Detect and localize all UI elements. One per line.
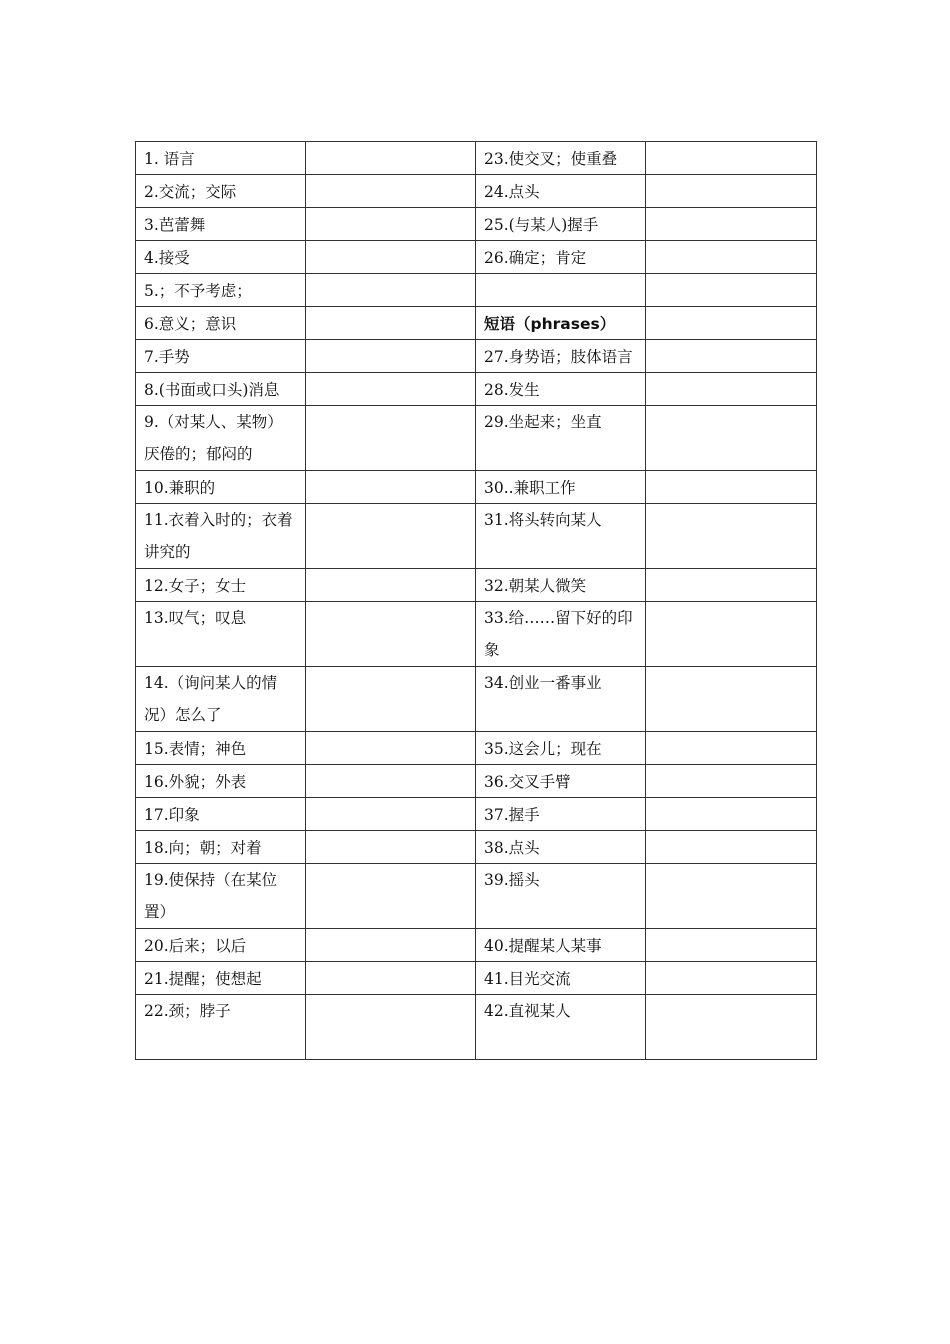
answer-cell-right[interactable] xyxy=(646,307,817,340)
answer-cell-left[interactable] xyxy=(306,929,476,962)
answer-cell-right[interactable] xyxy=(646,471,817,504)
chinese-term-right: 28.发生 xyxy=(476,373,646,406)
chinese-term-right: 27.身势语；肢体语言 xyxy=(476,340,646,373)
chinese-term-left: 6.意义；意识 xyxy=(136,307,306,340)
chinese-term-left: 12.女子；女士 xyxy=(136,569,306,602)
table-row xyxy=(136,569,817,602)
chinese-term-left: 17.印象 xyxy=(136,798,306,831)
table-row xyxy=(136,995,817,1060)
chinese-term-left: 1. 语言 xyxy=(136,142,306,175)
answer-cell-left[interactable] xyxy=(306,471,476,504)
vocabulary-table-body xyxy=(136,142,817,1060)
answer-cell-left[interactable] xyxy=(306,373,476,406)
phrases-heading: 短语（phrases） xyxy=(476,307,646,340)
table-row xyxy=(136,307,817,340)
answer-cell-left[interactable] xyxy=(306,667,476,732)
chinese-term-left: 10.兼职的 xyxy=(136,471,306,504)
table-row xyxy=(136,340,817,373)
answer-cell-right[interactable] xyxy=(646,208,817,241)
answer-cell-right[interactable] xyxy=(646,831,817,864)
chinese-term-right: 25.(与某人)握手 xyxy=(476,208,646,241)
answer-cell-right[interactable] xyxy=(646,406,817,471)
answer-cell-right[interactable] xyxy=(646,798,817,831)
answer-cell-left[interactable] xyxy=(306,602,476,667)
chinese-term-right: 23.使交叉；使重叠 xyxy=(476,142,646,175)
answer-cell-left[interactable] xyxy=(306,406,476,471)
answer-cell-left[interactable] xyxy=(306,864,476,929)
table-row xyxy=(136,241,817,274)
answer-cell-right[interactable] xyxy=(646,569,817,602)
table-row xyxy=(136,142,817,175)
chinese-term-left: 7.手势 xyxy=(136,340,306,373)
chinese-term-left: 3.芭蕾舞 xyxy=(136,208,306,241)
answer-cell-right[interactable] xyxy=(646,929,817,962)
answer-cell-left[interactable] xyxy=(306,175,476,208)
answer-cell-left[interactable] xyxy=(306,732,476,765)
chinese-term-left: 14.（询问某人的情况）怎么了 xyxy=(136,667,306,732)
answer-cell-right[interactable] xyxy=(646,274,817,307)
table-row xyxy=(136,831,817,864)
answer-cell-left[interactable] xyxy=(306,798,476,831)
answer-cell-right[interactable] xyxy=(646,340,817,373)
chinese-term-right: 29.坐起来；坐直 xyxy=(476,406,646,471)
table-row xyxy=(136,765,817,798)
chinese-term-left: 8.(书面或口头)消息 xyxy=(136,373,306,406)
chinese-term-right: 24.点头 xyxy=(476,175,646,208)
answer-cell-left[interactable] xyxy=(306,208,476,241)
answer-cell-left[interactable] xyxy=(306,569,476,602)
chinese-term-left: 5.；不予考虑； xyxy=(136,274,306,307)
table-row xyxy=(136,602,817,667)
answer-cell-right[interactable] xyxy=(646,373,817,406)
chinese-term-right xyxy=(476,274,646,307)
chinese-term-right: 40.提醒某人某事 xyxy=(476,929,646,962)
chinese-term-right: 26.确定；肯定 xyxy=(476,241,646,274)
table-row xyxy=(136,504,817,569)
answer-cell-right[interactable] xyxy=(646,602,817,667)
chinese-term-right: 37.握手 xyxy=(476,798,646,831)
answer-cell-left[interactable] xyxy=(306,962,476,995)
chinese-term-right: 34.创业一番事业 xyxy=(476,667,646,732)
chinese-term-right: 36.交叉手臂 xyxy=(476,765,646,798)
table-row xyxy=(136,471,817,504)
chinese-term-right: 41.目光交流 xyxy=(476,962,646,995)
answer-cell-left[interactable] xyxy=(306,340,476,373)
answer-cell-right[interactable] xyxy=(646,504,817,569)
chinese-term-right: 39.摇头 xyxy=(476,864,646,929)
answer-cell-left[interactable] xyxy=(306,831,476,864)
chinese-term-right: 30..兼职工作 xyxy=(476,471,646,504)
chinese-term-left: 18.向；朝；对着 xyxy=(136,831,306,864)
chinese-term-right: 35.这会儿；现在 xyxy=(476,732,646,765)
table-row xyxy=(136,732,817,765)
answer-cell-left[interactable] xyxy=(306,274,476,307)
answer-cell-left[interactable] xyxy=(306,765,476,798)
answer-cell-right[interactable] xyxy=(646,175,817,208)
chinese-term-left: 13.叹气；叹息 xyxy=(136,602,306,667)
chinese-term-left: 11.衣着入时的；衣着讲究的 xyxy=(136,504,306,569)
chinese-term-left: 21.提醒；使想起 xyxy=(136,962,306,995)
chinese-term-left: 15.表情；神色 xyxy=(136,732,306,765)
chinese-term-left: 9.（对某人、某物）厌倦的；郁闷的 xyxy=(136,406,306,471)
answer-cell-right[interactable] xyxy=(646,995,817,1060)
answer-cell-right[interactable] xyxy=(646,864,817,929)
table-row xyxy=(136,208,817,241)
chinese-term-left: 4.接受 xyxy=(136,241,306,274)
answer-cell-left[interactable] xyxy=(306,142,476,175)
table-row xyxy=(136,962,817,995)
answer-cell-right[interactable] xyxy=(646,962,817,995)
answer-cell-right[interactable] xyxy=(646,765,817,798)
answer-cell-left[interactable] xyxy=(306,307,476,340)
answer-cell-left[interactable] xyxy=(306,504,476,569)
answer-cell-right[interactable] xyxy=(646,667,817,732)
answer-cell-left[interactable] xyxy=(306,995,476,1060)
chinese-term-left: 2.交流；交际 xyxy=(136,175,306,208)
chinese-term-left: 16.外貌；外表 xyxy=(136,765,306,798)
table-row xyxy=(136,798,817,831)
chinese-term-left: 19.使保持（在某位置） xyxy=(136,864,306,929)
table-row xyxy=(136,667,817,732)
table-row xyxy=(136,274,817,307)
chinese-term-left: 20.后来；以后 xyxy=(136,929,306,962)
chinese-term-right: 33.给……留下好的印象 xyxy=(476,602,646,667)
table-row xyxy=(136,406,817,471)
table-row xyxy=(136,929,817,962)
answer-cell-right[interactable] xyxy=(646,142,817,175)
table-row xyxy=(136,373,817,406)
answer-cell-right[interactable] xyxy=(646,732,817,765)
chinese-term-right: 38.点头 xyxy=(476,831,646,864)
chinese-term-right: 31.将头转向某人 xyxy=(476,504,646,569)
vocabulary-table xyxy=(135,141,817,1060)
table-row xyxy=(136,175,817,208)
answer-cell-right[interactable] xyxy=(646,241,817,274)
chinese-term-right: 32.朝某人微笑 xyxy=(476,569,646,602)
table-row xyxy=(136,864,817,929)
chinese-term-left: 22.颈；脖子 xyxy=(136,995,306,1060)
chinese-term-right: 42.直视某人 xyxy=(476,995,646,1060)
answer-cell-left[interactable] xyxy=(306,241,476,274)
